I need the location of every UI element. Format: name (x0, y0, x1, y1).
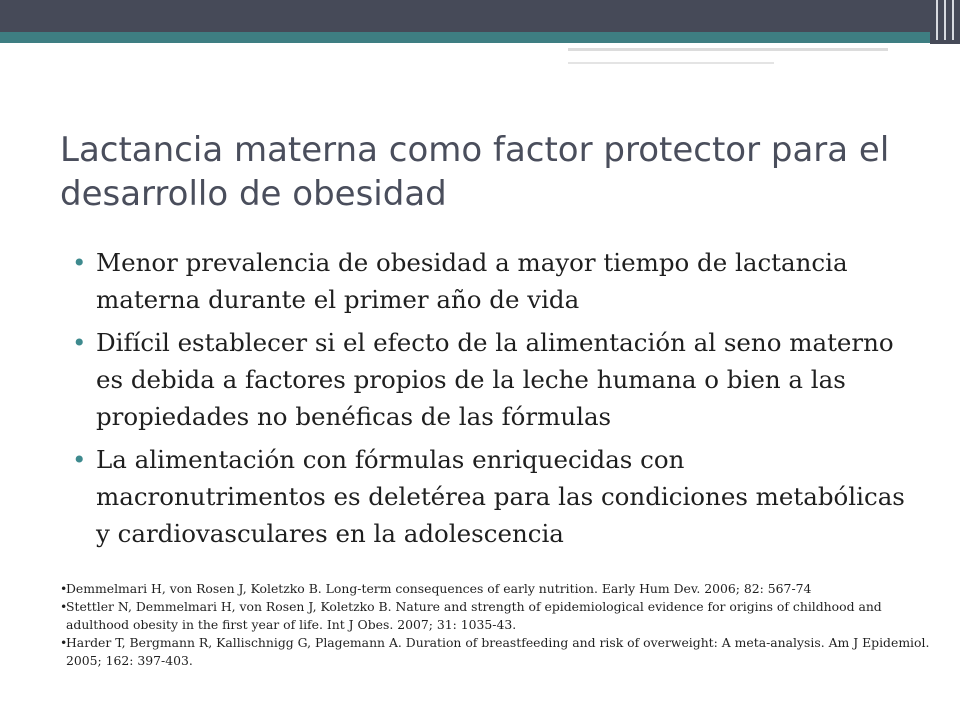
bullet-text: La alimentación con fórmulas enriquecidas con macronutrimentos es deletérea para las condiciones metabólicas y cardiovasculares en la adolescencia (96, 445, 905, 548)
reference-list (60, 580, 940, 670)
reference-item (60, 634, 940, 670)
reference-text: Harder T, Bergmann R, Kallischnigg G, Plagemann A. Duration of breastfeeding and risk of overweight: A meta-analysis. Am J Epidemiol. 2005; 162: 397-403. (66, 635, 930, 668)
bullet-icon: • (72, 248, 87, 277)
slide-title: Lactancia materna como factor protector para el desarrollo de obesidad (60, 130, 890, 214)
reference-bullet-icon: • (60, 581, 68, 596)
bullet-icon: • (72, 445, 87, 474)
bullet-text: Menor prevalencia de obesidad a mayor tiempo de lactancia materna durante el primer año de vida (96, 248, 848, 314)
bullet-icon: • (72, 328, 87, 357)
bullet-item (72, 244, 912, 318)
reference-item (60, 598, 940, 634)
reference-text: Stettler N, Demmelmari H, von Rosen J, Koletzko B. Nature and strength of epidemiological evidence for origins of childhood and adulthood obesity in the first year of life. Int J Obes. 2007; 31: 1035-43. (66, 599, 882, 632)
header-band (0, 0, 960, 32)
accent-band (0, 32, 930, 43)
bullet-list (72, 244, 912, 558)
decorative-stripes (930, 0, 960, 44)
reference-item (60, 580, 940, 598)
decorative-line (568, 48, 888, 51)
reference-bullet-icon: • (60, 599, 68, 614)
reference-text: Demmelmari H, von Rosen J, Koletzko B. Long-term consequences of early nutrition. Early Hum Dev. 2006; 82: 567-74 (66, 581, 812, 596)
reference-bullet-icon: • (60, 635, 68, 650)
bullet-text: Difícil establecer si el efecto de la alimentación al seno materno es debida a factores propios de la leche humana o bien a las propiedades no benéficas de las fórmulas (96, 328, 894, 431)
bullet-item (72, 441, 912, 552)
decorative-line (568, 62, 774, 64)
bullet-item (72, 324, 912, 435)
